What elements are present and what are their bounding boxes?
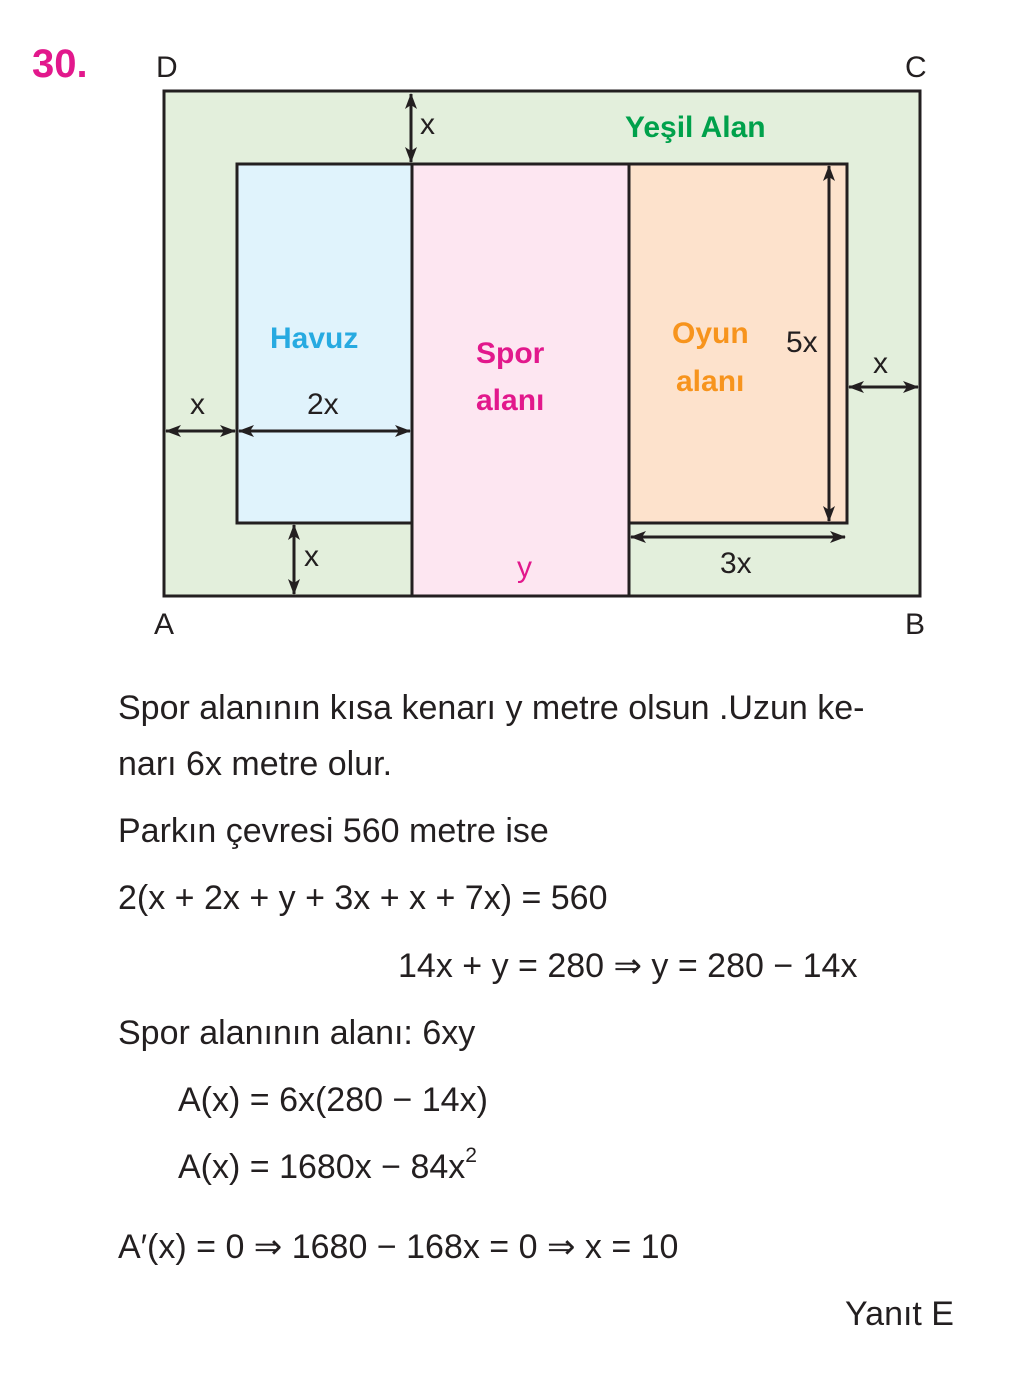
sport-label-line1: Spor [476, 337, 545, 370]
solution-line-area: Spor alanının alanı: 6xy [118, 1014, 476, 1052]
play-label-line1: Oyun [672, 317, 749, 350]
solution-line-1: Spor alanının kısa kenarı y metre olsun .Uzun ke- [118, 689, 865, 727]
right-margin-label: x [873, 347, 888, 380]
solution-line-2: narı 6x metre olur. [118, 745, 393, 783]
green-area-label: Yeşil Alan [625, 111, 766, 144]
equation-area-2 [178, 1144, 478, 1186]
play-height-label: 5x [786, 326, 818, 359]
pool-label: Havuz [270, 322, 359, 355]
equation-perimeter: 2(x + 2x + y + 3x + x + 7x) = 560 [118, 879, 608, 917]
equation-area-1: A(x) = 6x(280 − 14x) [178, 1081, 488, 1119]
sport-area-rect [412, 164, 629, 596]
corner-a-label: A [154, 608, 175, 641]
play-label-line2: alanı [676, 365, 745, 398]
pool-bottom-margin-label: x [304, 540, 319, 573]
sport-label-line2: alanı [476, 384, 545, 417]
solution-line-3: Parkın çevresi 560 metre ise [118, 812, 549, 850]
corner-d-label: D [156, 51, 178, 84]
question-number: 30. [32, 42, 88, 86]
equation-area-2-base: A(x) = 1680x − 84x [178, 1148, 466, 1186]
pool-width-label: 2x [307, 388, 339, 421]
left-margin-label: x [190, 388, 205, 421]
play-width-label: 3x [720, 547, 752, 580]
corner-c-label: C [905, 51, 927, 84]
corner-b-label: B [905, 608, 926, 641]
equation-area-2-exponent: 2 [465, 1144, 478, 1168]
top-margin-label: x [420, 108, 435, 141]
sport-width-label: y [517, 551, 532, 584]
answer-label: Yanıt E [845, 1295, 954, 1333]
park-diagram [0, 0, 1027, 650]
equation-y: 14x + y = 280 ⇒ y = 280 − 14x [398, 947, 858, 985]
equation-derivative: A′(x) = 0 ⇒ 1680 − 168x = 0 ⇒ x = 10 [118, 1228, 679, 1266]
